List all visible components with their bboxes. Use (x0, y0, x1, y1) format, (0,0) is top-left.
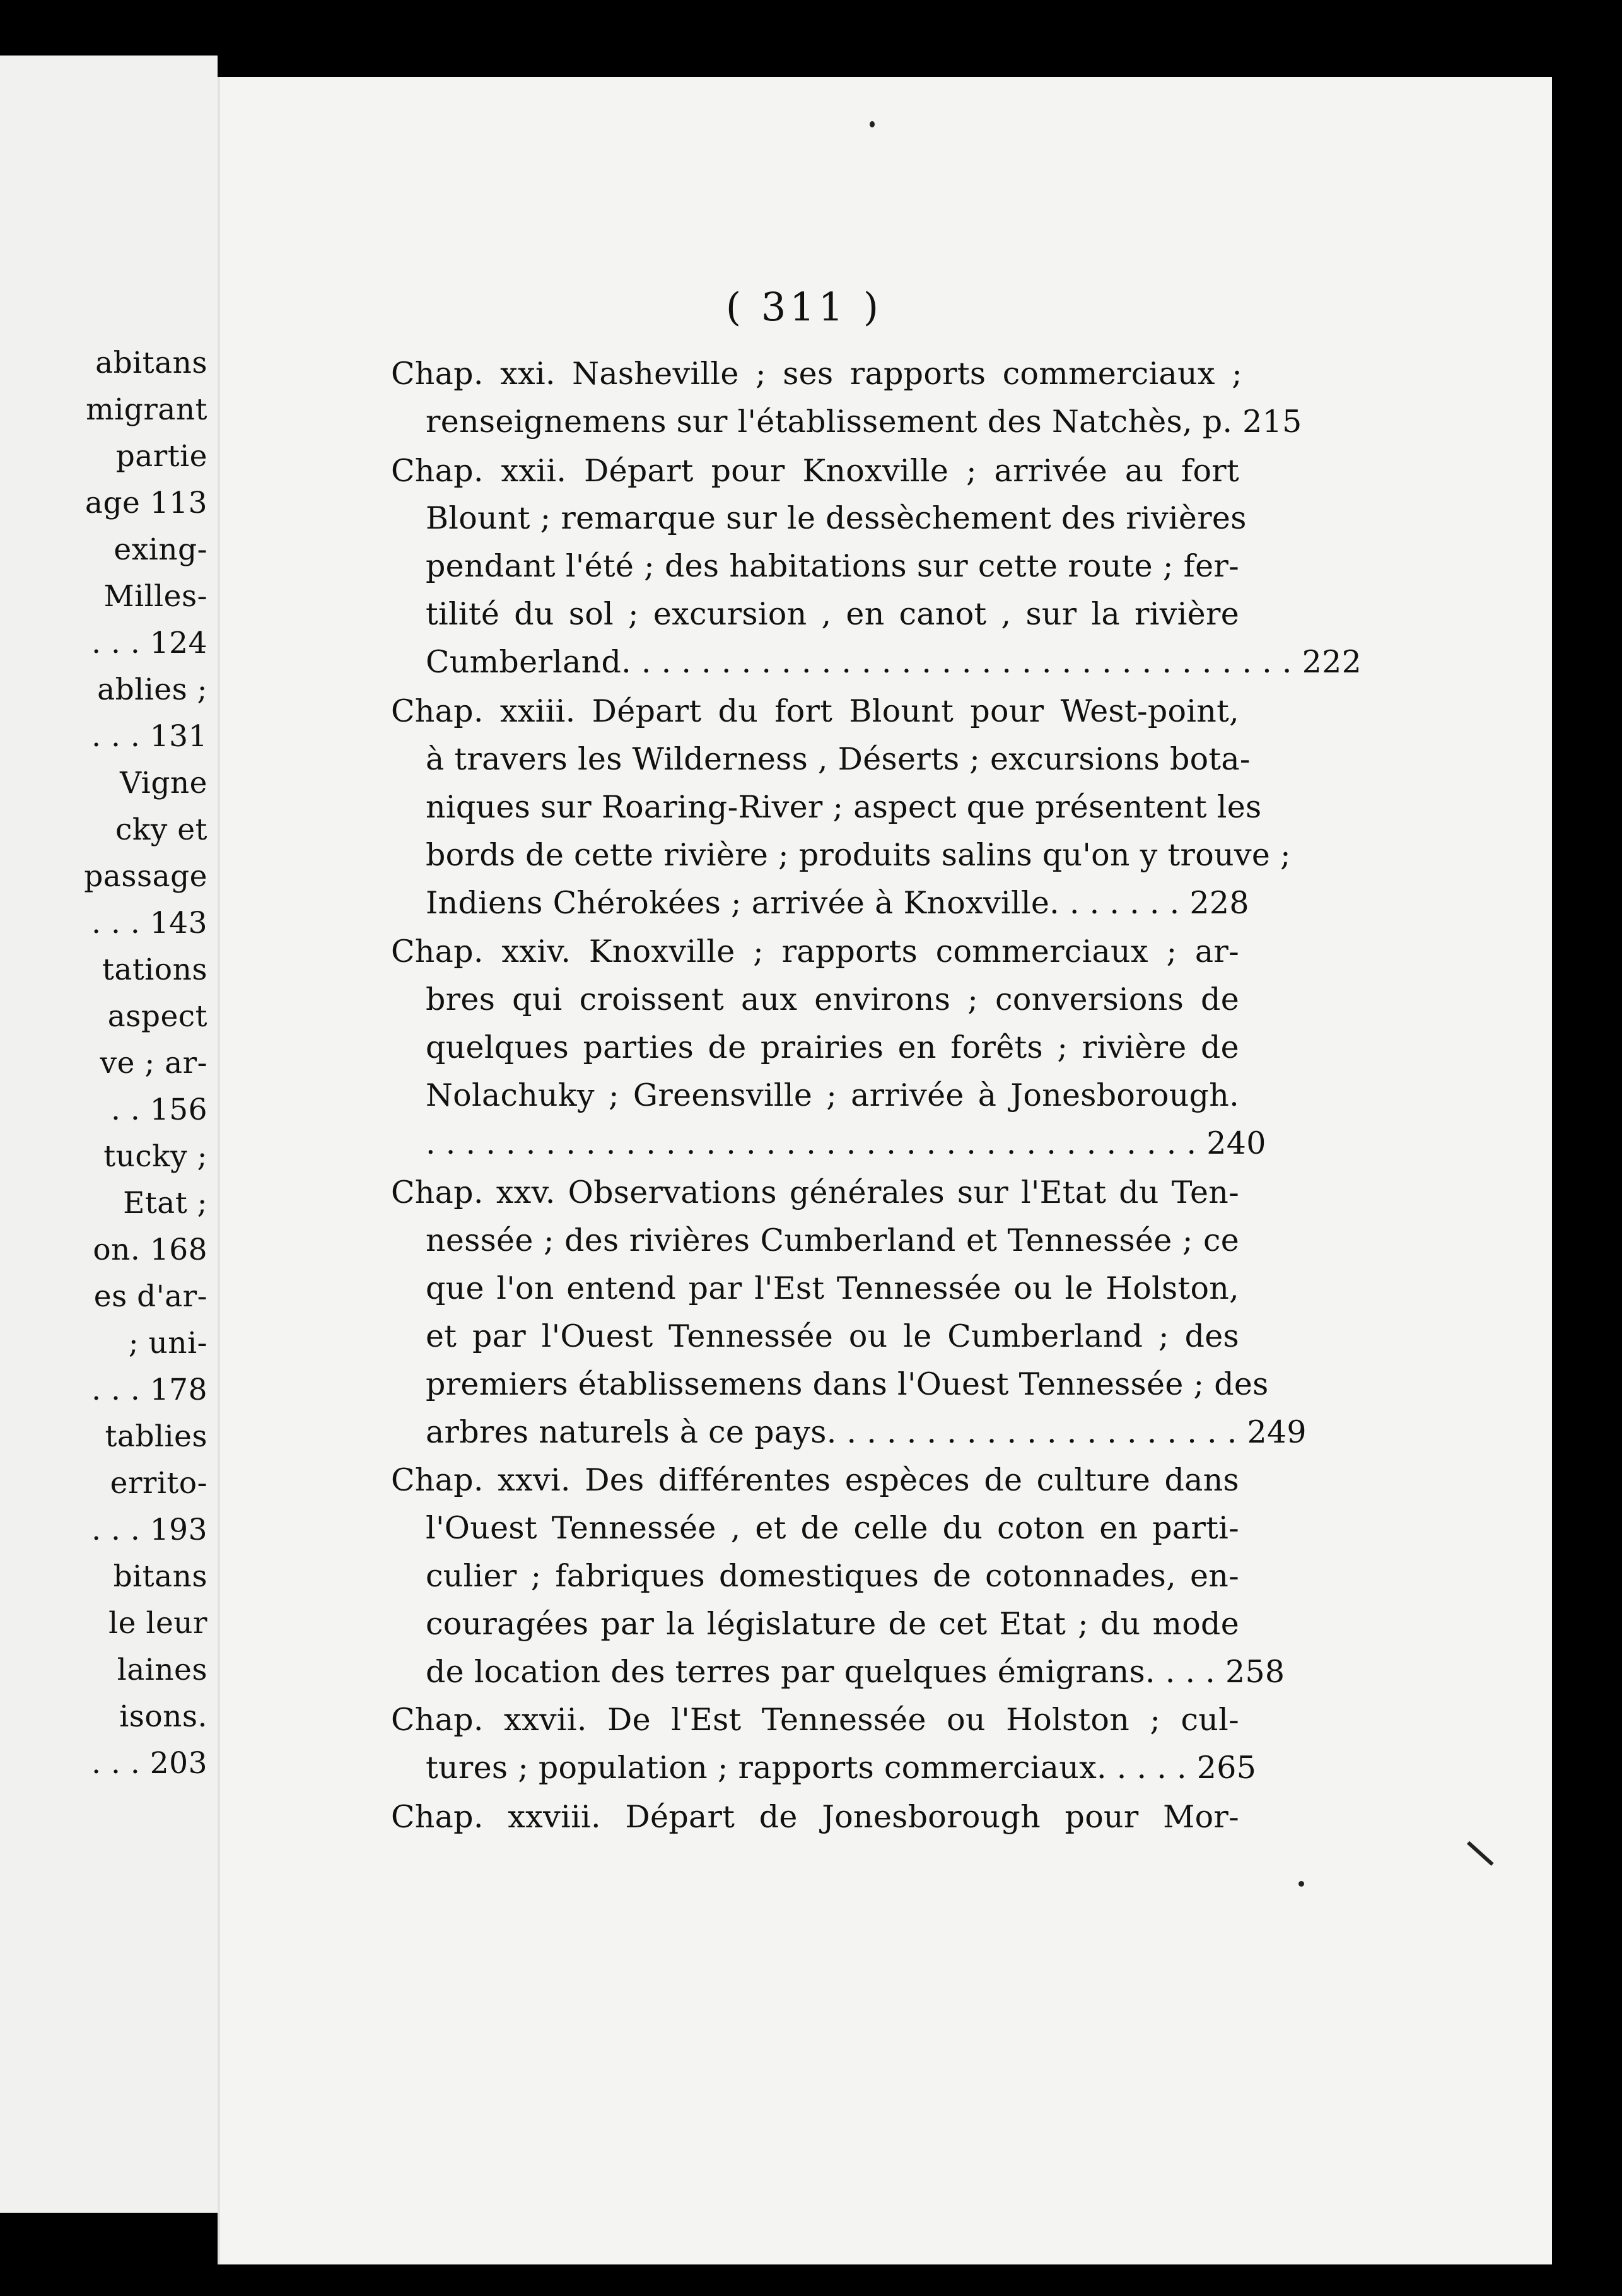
toc-line: Chap. xxiii. Départ du fort Blount pour West-point, (391, 693, 1239, 729)
left-page-line: on. 168 (93, 1233, 207, 1267)
left-page-line: age 113 (85, 486, 207, 520)
ink-speck (870, 121, 875, 127)
toc-line: tures ; population ; rapports commerciaux. . . . . 265 (426, 1750, 1257, 1786)
toc-line: Blount ; remarque sur le dessèchement des rivières (426, 500, 1247, 536)
left-page-line: isons. (119, 1699, 207, 1734)
left-page-line: bitans (113, 1559, 207, 1594)
toc-line: Chap. xxiv. Knoxville ; rapports commerciaux ; ar- (391, 934, 1239, 969)
toc-line: Chap. xxviii. Départ de Jonesborough pour Mor- (391, 1799, 1239, 1835)
toc-line: Chap. xxv. Observations générales sur l'Etat du Ten- (391, 1174, 1239, 1210)
toc-line: . . . . . . . . . . . . . . . . . . . . . . . . . . . . . . . . . . . . . . . 240 (426, 1125, 1266, 1161)
toc-line: tilité du sol ; excursion , en canot , sur la rivière (426, 596, 1239, 632)
toc-line: quelques parties de prairies en forêts ; rivière de (426, 1029, 1239, 1065)
left-page-line: errito- (110, 1466, 207, 1501)
left-page-line: tucky ; (103, 1139, 207, 1174)
left-page-line: abitans (95, 346, 207, 380)
toc-line: Chap. xxi. Nasheville ; ses rapports commerciaux ; (391, 356, 1242, 392)
left-page-line: . . . 178 (91, 1373, 207, 1407)
toc-line: couragées par la législature de cet Etat ; du mode (426, 1606, 1239, 1642)
left-page-line: ; uni- (128, 1326, 207, 1361)
ink-speck (1298, 1881, 1304, 1887)
left-page-line: migrant (86, 392, 207, 427)
toc-line: pendant l'été ; des habitations sur cette route ; fer- (426, 548, 1239, 584)
left-page-line: Vigne (120, 766, 207, 800)
toc-line: que l'on entend par l'Est Tennessée ou le Holston, (426, 1270, 1239, 1306)
toc-line: Nolachuky ; Greensville ; arrivée à Jonesborough. (426, 1077, 1239, 1113)
left-page-line: passage (84, 859, 207, 894)
toc-line: renseignemens sur l'établissement des Natchès, p. 215 (426, 404, 1302, 440)
left-page-line: . . . 193 (91, 1513, 207, 1547)
left-page-line: ablies ; (97, 672, 207, 707)
toc-line: Chap. xxvii. De l'Est Tennessée ou Holston ; cul- (391, 1702, 1239, 1738)
left-page-line: cky et (115, 812, 207, 847)
left-page-line: partie (115, 439, 207, 474)
left-page-line: aspect (107, 999, 207, 1034)
toc-line: arbres naturels à ce pays. . . . . . . . . . . . . . . . . . . . . 249 (426, 1414, 1307, 1450)
left-page-line: es d'ar- (93, 1279, 207, 1314)
toc-line: culier ; fabriques domestiques de cotonnades, en- (426, 1558, 1239, 1594)
left-facing-page (0, 56, 218, 2213)
left-page-line: Milles- (103, 579, 207, 614)
left-page-line: . . 156 (111, 1092, 207, 1127)
toc-line: bres qui croissent aux environs ; conversions de (426, 981, 1239, 1017)
toc-line: nessée ; des rivières Cumberland et Tennessée ; ce (426, 1222, 1239, 1258)
left-page-line: . . . 203 (91, 1746, 207, 1781)
left-page-line: . . . 131 (91, 719, 207, 754)
left-page-line: laines (117, 1653, 207, 1687)
toc-line: niques sur Roaring-River ; aspect que présentent les (426, 789, 1262, 825)
toc-line: premiers établissemens dans l'Ouest Tennessée ; des (426, 1366, 1269, 1402)
left-page-line: Etat ; (123, 1186, 207, 1221)
page-number-header: ( 311 ) (725, 284, 883, 330)
toc-line: et par l'Ouest Tennessée ou le Cumberland ; des (426, 1318, 1239, 1354)
left-page-line: ve ; ar- (100, 1046, 207, 1081)
toc-line: Indiens Chérokées ; arrivée à Knoxville. . . . . . . 228 (426, 885, 1249, 921)
left-page-line: . . . 124 (91, 626, 207, 660)
left-page-line: . . . 143 (91, 906, 207, 940)
left-page-line: le leur (108, 1606, 207, 1641)
toc-line: à travers les Wilderness , Déserts ; excursions bota- (426, 741, 1251, 777)
left-page-line: exing- (114, 532, 207, 567)
toc-line: Cumberland. . . . . . . . . . . . . . . . . . . . . . . . . . . . . . . . . . 222 (426, 644, 1362, 680)
toc-line: l'Ouest Tennessée , et de celle du coton en parti- (426, 1510, 1239, 1546)
toc-line: bords de cette rivière ; produits salins qu'on y trouve ; (426, 837, 1291, 873)
toc-line: de location des terres par quelques émigrans. . . . 258 (426, 1654, 1285, 1690)
toc-line: Chap. xxii. Départ pour Knoxville ; arrivée au fort (391, 453, 1239, 489)
left-page-line: tations (102, 952, 207, 987)
toc-line: Chap. xxvi. Des différentes espèces de culture dans (391, 1462, 1239, 1498)
left-page-line: tablies (105, 1419, 207, 1454)
